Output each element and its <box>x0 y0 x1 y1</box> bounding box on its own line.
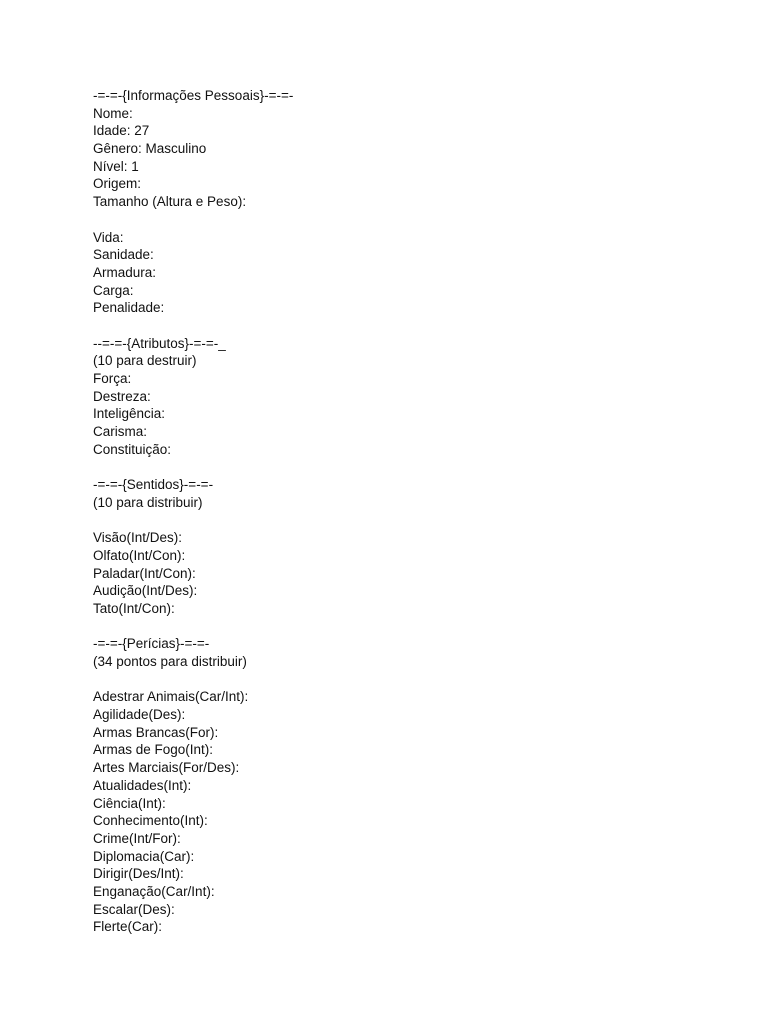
skill-agility: Agilidade(Des): <box>93 707 186 723</box>
senses-note: (10 para distribuir) <box>93 494 203 510</box>
skills-note: (34 pontos para distribuir) <box>93 654 247 669</box>
field-armor: Armadura: <box>93 264 157 280</box>
attributes-note: (10 para destruir) <box>93 353 197 369</box>
field-gender: Gênero: Masculino <box>93 141 207 157</box>
skill-crime: Crime(Int/For): <box>93 830 181 846</box>
blank-line <box>93 618 713 636</box>
field-charisma: Carisma: <box>93 424 148 440</box>
senses-section-header: -=-=-{Sentidos}-=-=- <box>93 477 214 493</box>
skill-flirting: Flerte(Car): <box>93 919 163 935</box>
field-dexterity: Destreza: <box>93 388 151 404</box>
field-intelligence: Inteligência: <box>93 406 166 422</box>
field-size: Tamanho (Altura e Peso): <box>93 194 247 210</box>
skill-diplomacy: Diplomacia(Car): <box>93 848 195 864</box>
skill-firearms: Armas de Fogo(Int): <box>93 742 214 758</box>
field-sanity: Sanidade: <box>93 247 154 263</box>
field-origin: Origem: <box>93 176 142 192</box>
skill-melee-weapons: Armas Brancas(For): <box>93 724 219 740</box>
field-level: Nível: 1 <box>93 158 139 174</box>
skill-deception: Enganação(Car/Int): <box>93 883 215 899</box>
field-age: Idade: 27 <box>93 123 150 139</box>
field-load: Carga: <box>93 282 134 298</box>
character-sheet-text <box>93 87 713 936</box>
blank-line <box>93 317 713 335</box>
blank-line <box>93 671 713 689</box>
blank-line <box>93 512 713 530</box>
attributes-section-header: --=-=-{Atributos}-=-=-_ <box>93 335 226 351</box>
field-touch: Tato(Int/Con): <box>93 600 175 616</box>
skill-martial-arts: Artes Marciais(For/Des): <box>93 760 240 776</box>
skill-animal-handling: Adestrar Animais(Car/Int): <box>93 689 249 705</box>
skill-science: Ciência(Int): <box>93 795 166 811</box>
field-vision: Visão(Int/Des): <box>93 530 183 546</box>
field-constitution: Constituição: <box>93 441 172 457</box>
personal-section-header: -=-=-{Informações Pessoais}-=-=- <box>93 88 294 103</box>
field-life: Vida: <box>93 229 124 245</box>
blank-line <box>93 211 713 229</box>
field-strength: Força: <box>93 371 132 386</box>
field-penalty: Penalidade: <box>93 300 165 316</box>
skill-climbing: Escalar(Des): <box>93 901 175 917</box>
field-hearing: Audição(Int/Des): <box>93 583 198 599</box>
skill-driving: Dirigir(Des/Int): <box>93 866 184 882</box>
skill-knowledge: Conhecimento(Int): <box>93 813 208 829</box>
field-smell: Olfato(Int/Con): <box>93 547 186 563</box>
skill-current-events: Atualidades(Int): <box>93 777 192 793</box>
field-taste: Paladar(Int/Con): <box>93 565 196 581</box>
field-name: Nome: <box>93 105 133 121</box>
skills-section-header: -=-=-{Perícias}-=-=- <box>93 636 210 652</box>
blank-line <box>93 458 713 476</box>
